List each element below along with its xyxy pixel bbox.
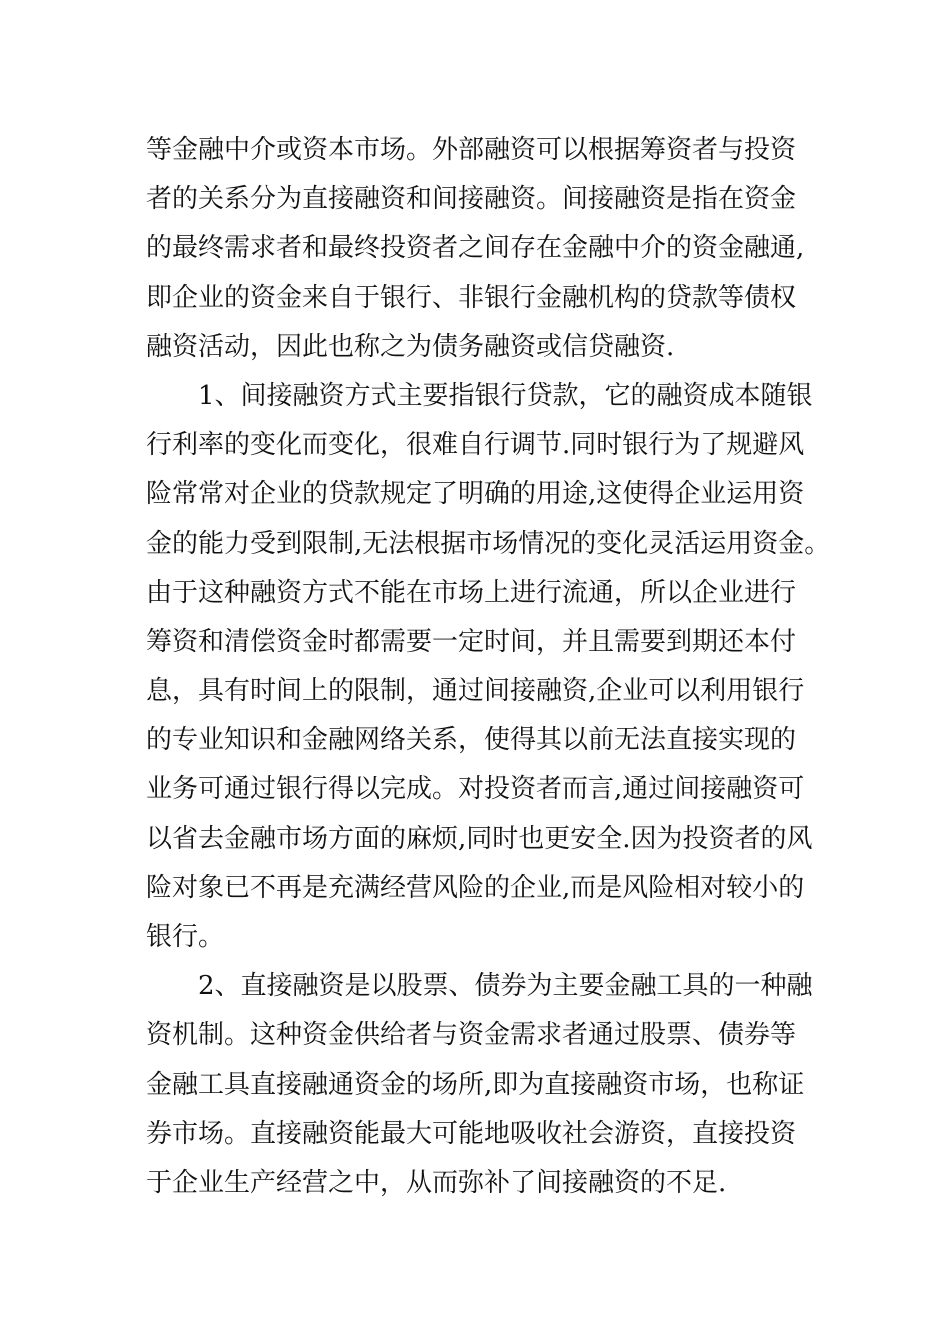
paragraph-1 <box>146 126 806 372</box>
text-line: 等金融中介或资本市场。外部融资可以根据筹资者与投资 <box>146 135 797 165</box>
text-line: 融资活动，因此也称之为债务融资或信贷融资. <box>146 331 675 362</box>
text-line: 险对象已不再是充满经营风险的企业,而是风险相对较小的 <box>146 872 805 903</box>
text-line: 于企业生产经营之中，从而弥补了间接融资的不足. <box>146 1167 727 1198</box>
text-line: 银行。 <box>146 922 225 952</box>
text-line: 息，具有时间上的限制，通过间接融资,企业可以利用银行 <box>146 676 805 707</box>
text-line: 金融工具直接融通资金的场所,即为直接融资市场，也称证 <box>146 1069 805 1100</box>
paragraph-3 <box>146 962 813 1208</box>
text-line: 1、间接融资方式主要指银行贷款，它的融资成本随银 <box>198 380 813 411</box>
text-line: 者的关系分为直接融资和间接融资。间接融资是指在资金 <box>146 184 797 215</box>
text-line: 券市场。直接融资能最大可能地吸收社会游资，直接投资 <box>146 1118 797 1149</box>
text-line: 的专业知识和金融网络关系，使得其以前无法直接实现的 <box>146 725 797 756</box>
text-line: 业务可通过银行得以完成。对投资者而言,通过间接融资可 <box>146 774 805 805</box>
text-line: 的最终需求者和最终投资者之间存在金融中介的资金融通, <box>146 233 805 264</box>
text-line: 资机制。这种资金供给者与资金需求者通过股票、债券等 <box>146 1020 797 1051</box>
text-line: 以省去金融市场方面的麻烦,同时也更安全.因为投资者的风 <box>146 823 813 854</box>
text-line: 金的能力受到限制,无法根据市场情况的变化灵活运用资金。 <box>146 528 831 559</box>
paragraph-2 <box>146 372 831 962</box>
text-line: 筹资和清偿资金时都需要一定时间，并且需要到期还本付 <box>146 626 797 657</box>
text-line: 由于这种融资方式不能在市场上进行流通，所以企业进行 <box>146 577 797 608</box>
text-line: 险常常对企业的贷款规定了明确的用途,这使得企业运用资 <box>146 479 805 510</box>
text-line: 2、直接融资是以股票、债券为主要金融工具的一种融 <box>198 971 813 1002</box>
text-line: 行利率的变化而变化，很难自行调节.同时银行为了规避风 <box>146 430 805 461</box>
text-line: 即企业的资金来自于银行、非银行金融机构的贷款等债权 <box>146 282 797 313</box>
body-text <box>146 126 831 1208</box>
